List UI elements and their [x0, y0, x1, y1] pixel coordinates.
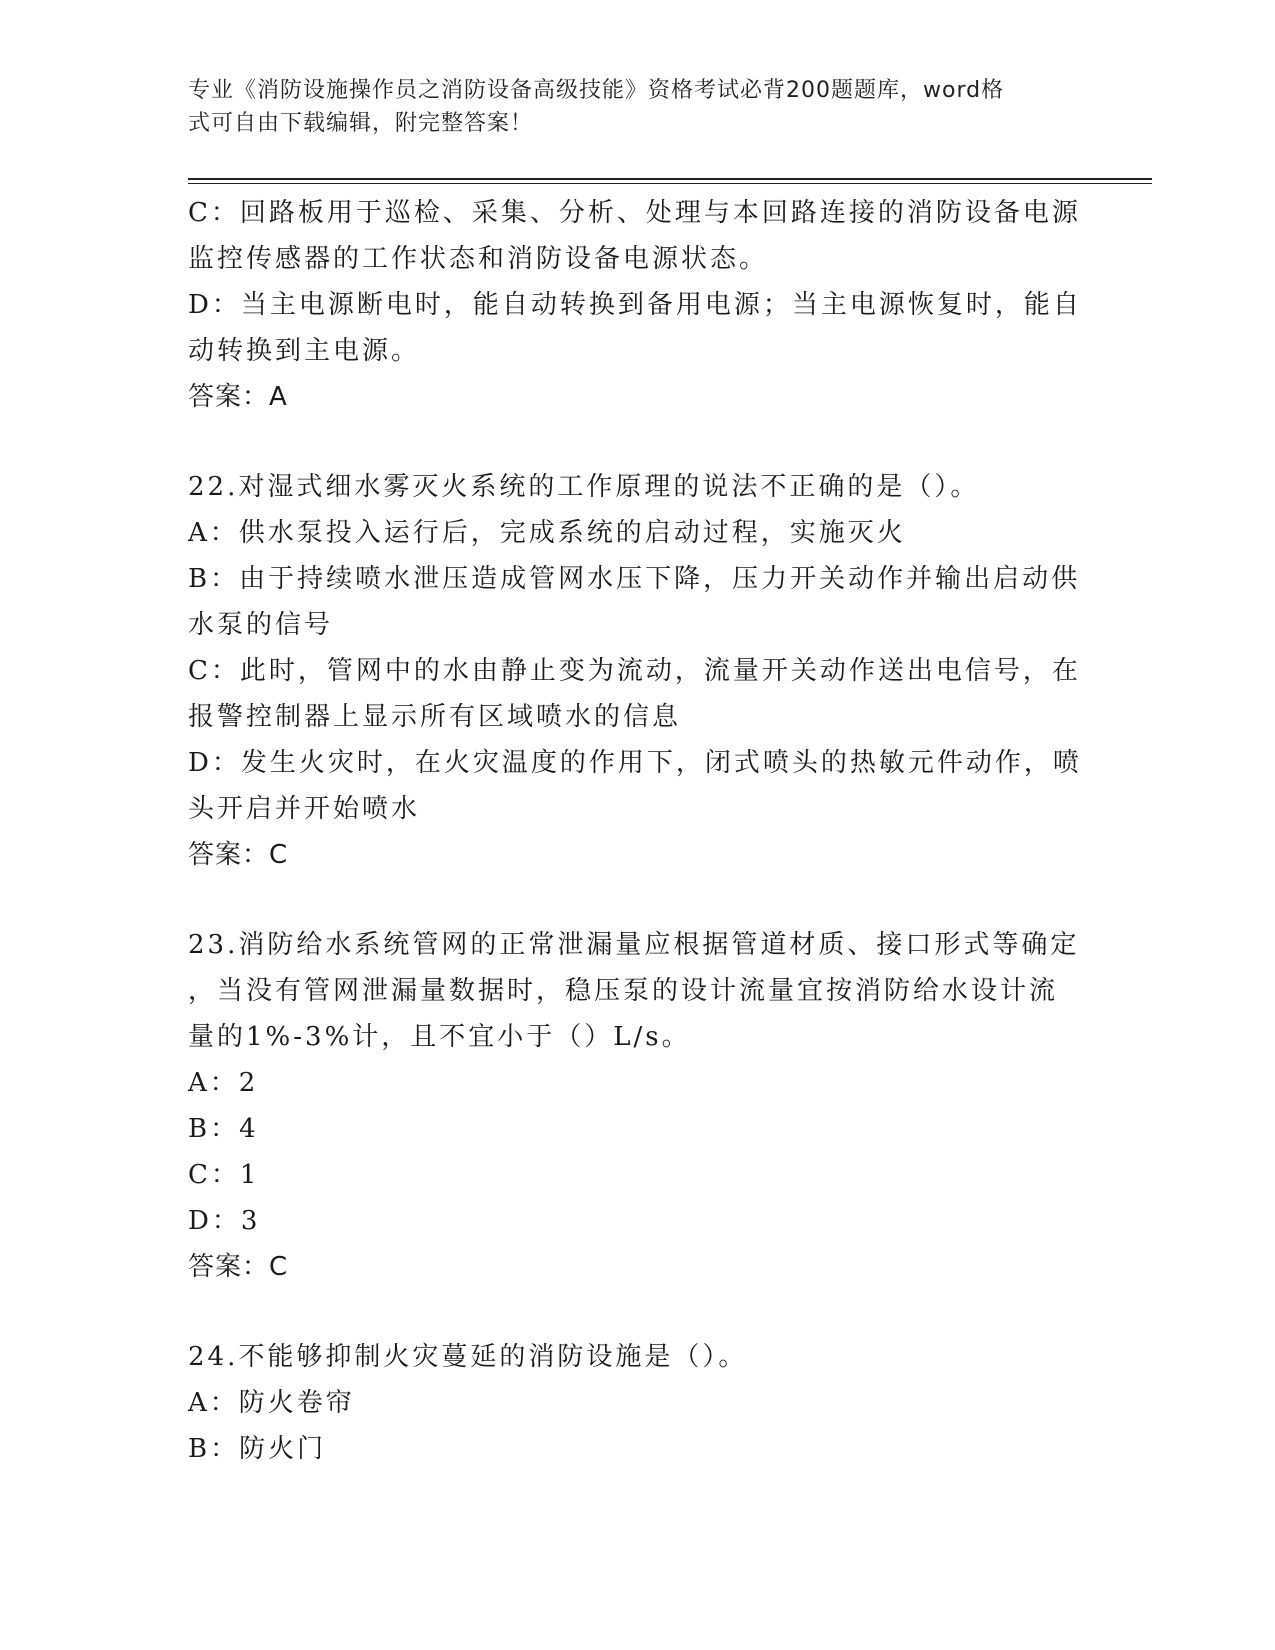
question-list	[188, 190, 1088, 1472]
header-title-line-1: 专业《消防设施操作员之消防设备高级技能》资格考试必背200题题库，word格	[188, 78, 1005, 103]
question-21-tail	[188, 190, 1088, 420]
q22-answer: 答案：C	[188, 840, 289, 870]
question-24	[188, 1334, 1088, 1472]
q21-option-c-line-1: C：回路板用于巡检、采集、分析、处理与本回路连接的消防设备电源	[188, 198, 1081, 228]
q24-option-b: B：防火门	[188, 1434, 327, 1464]
document-header	[188, 74, 1068, 140]
spacer	[188, 878, 1088, 922]
q23-option-b: B：4	[188, 1114, 259, 1144]
q22-option-c-line-1: C：此时，管网中的水由静止变为流动，流量开关动作送出电信号，在	[188, 656, 1081, 686]
header-divider-thick	[188, 178, 1152, 180]
spacer	[188, 1290, 1088, 1334]
q23-stem-line-3: 量的1%-3%计，且不宜小于（）L/s。	[188, 1022, 691, 1052]
q21-option-d-line-1: D：当主电源断电时，能自动转换到备用电源；当主电源恢复时，能自	[188, 290, 1082, 320]
q22-option-d-line-2: 头开启并开始喷水	[188, 794, 421, 824]
q22-option-b-line-2: 水泵的信号	[188, 610, 334, 640]
q21-option-c-line-2: 监控传感器的工作状态和消防设备电源状态。	[188, 244, 769, 274]
q21-answer: 答案：A	[188, 382, 288, 412]
q23-stem-line-1: 23.消防给水系统管网的正常泄漏量应根据管道材质、接口形式等确定	[188, 930, 1080, 960]
q22-option-b-line-1: B：由于持续喷水泄压造成管网水压下降，压力开关动作并输出启动供	[188, 564, 1081, 594]
q23-answer: 答案：C	[188, 1252, 289, 1282]
q23-stem-line-2: ，当没有管网泄漏量数据时，稳压泵的设计流量宜按消防给水设计流	[188, 976, 1059, 1006]
q23-option-c: C：1	[188, 1160, 260, 1190]
spacer	[188, 420, 1088, 464]
q24-option-a: A：防火卷帘	[188, 1388, 355, 1418]
question-23	[188, 922, 1088, 1290]
q23-option-d: D：3	[188, 1206, 261, 1236]
q24-stem: 24.不能够抑制火灾蔓延的消防设施是（）。	[188, 1342, 748, 1372]
q21-option-d-line-2: 动转换到主电源。	[188, 336, 421, 366]
question-22	[188, 464, 1088, 878]
q22-option-c-line-2: 报警控制器上显示所有区域喷水的信息	[188, 702, 682, 732]
q22-option-d-line-1: D：发生火灾时，在火灾温度的作用下，闭式喷头的热敏元件动作，喷	[188, 748, 1082, 778]
header-title-line-2: 式可自由下载编辑，附完整答案！	[188, 111, 534, 136]
q23-option-a: A：2	[188, 1068, 259, 1098]
q22-option-a: A：供水泵投入运行后，完成系统的启动过程，实施灭火	[188, 518, 906, 548]
header-divider-thin	[188, 183, 1152, 184]
q22-stem: 22.对湿式细水雾灭火系统的工作原理的说法不正确的是（）。	[188, 472, 980, 502]
